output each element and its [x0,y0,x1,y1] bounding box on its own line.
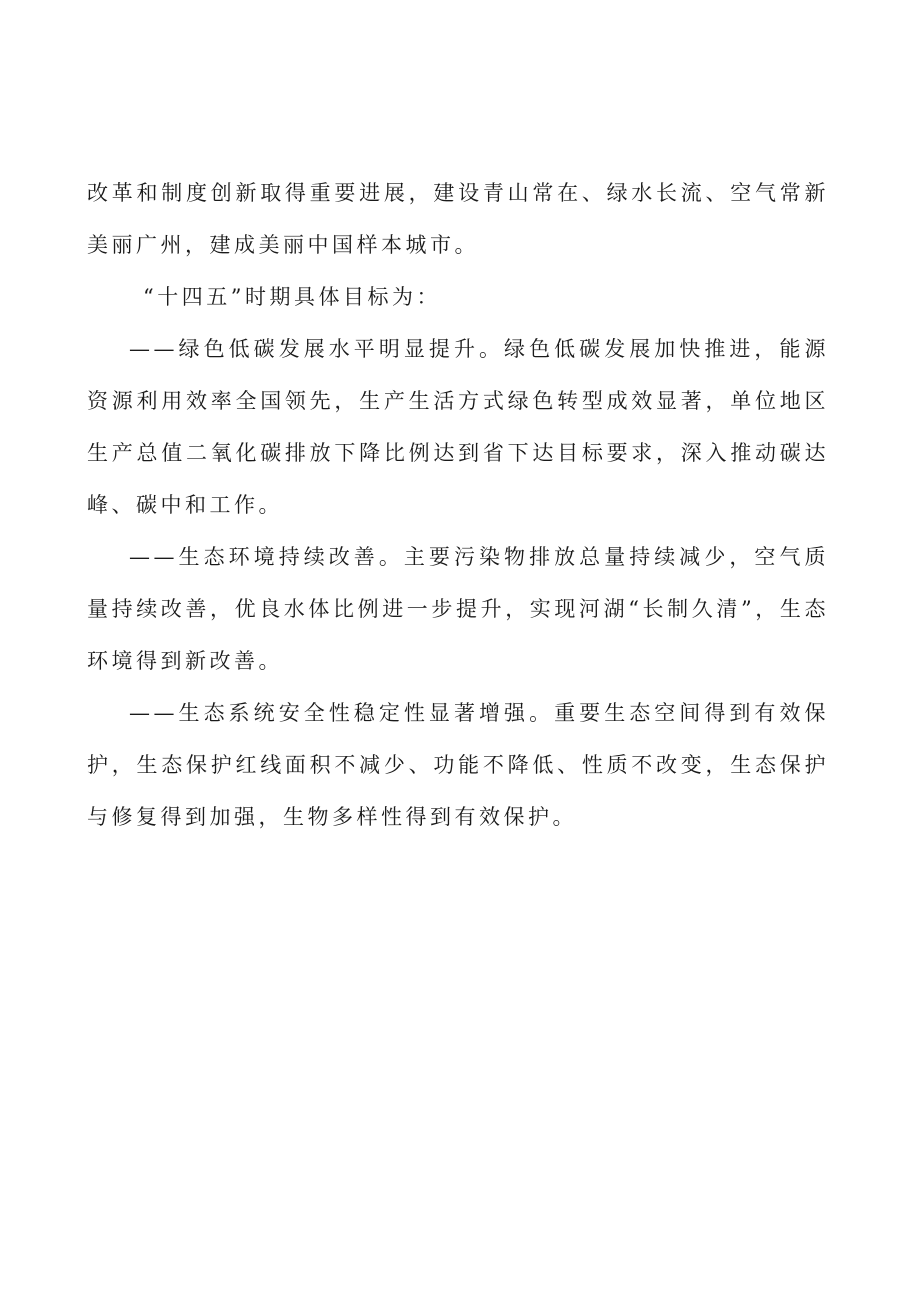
document-body [87,167,829,843]
paragraph-goals-intro: “十四五”时期具体目标为： [143,285,441,309]
paragraph-ecosystem: ——生态系统安全性稳定性显著增强。重要生态空间得到有效保护，生态保护红线面积不减少、功能不降低、性质不改变，生态保护与修复得到加强，生物多样性得到有效保护。 [87,701,829,829]
paragraph-green-low-carbon: ——绿色低碳发展水平明显提升。绿色低碳发展加快推进，能源资源利用效率全国领先，生产生活方式绿色转型成效显著，单位地区生产总值二氧化碳排放下降比例达到省下达目标要求，深入推动碳达峰、碳中和工作。 [87,337,829,517]
paragraph-environment: ——生态环境持续改善。主要污染物排放总量持续减少，空气质量持续改善，优良水体比例进一步提升，实现河湖“长制久清”，生态环境得到新改善。 [87,545,829,673]
paragraph-reform: 改革和制度创新取得重要进展，建设青山常在、绿水长流、空气常新美丽广州，建成美丽中国样本城市。 [87,181,829,257]
